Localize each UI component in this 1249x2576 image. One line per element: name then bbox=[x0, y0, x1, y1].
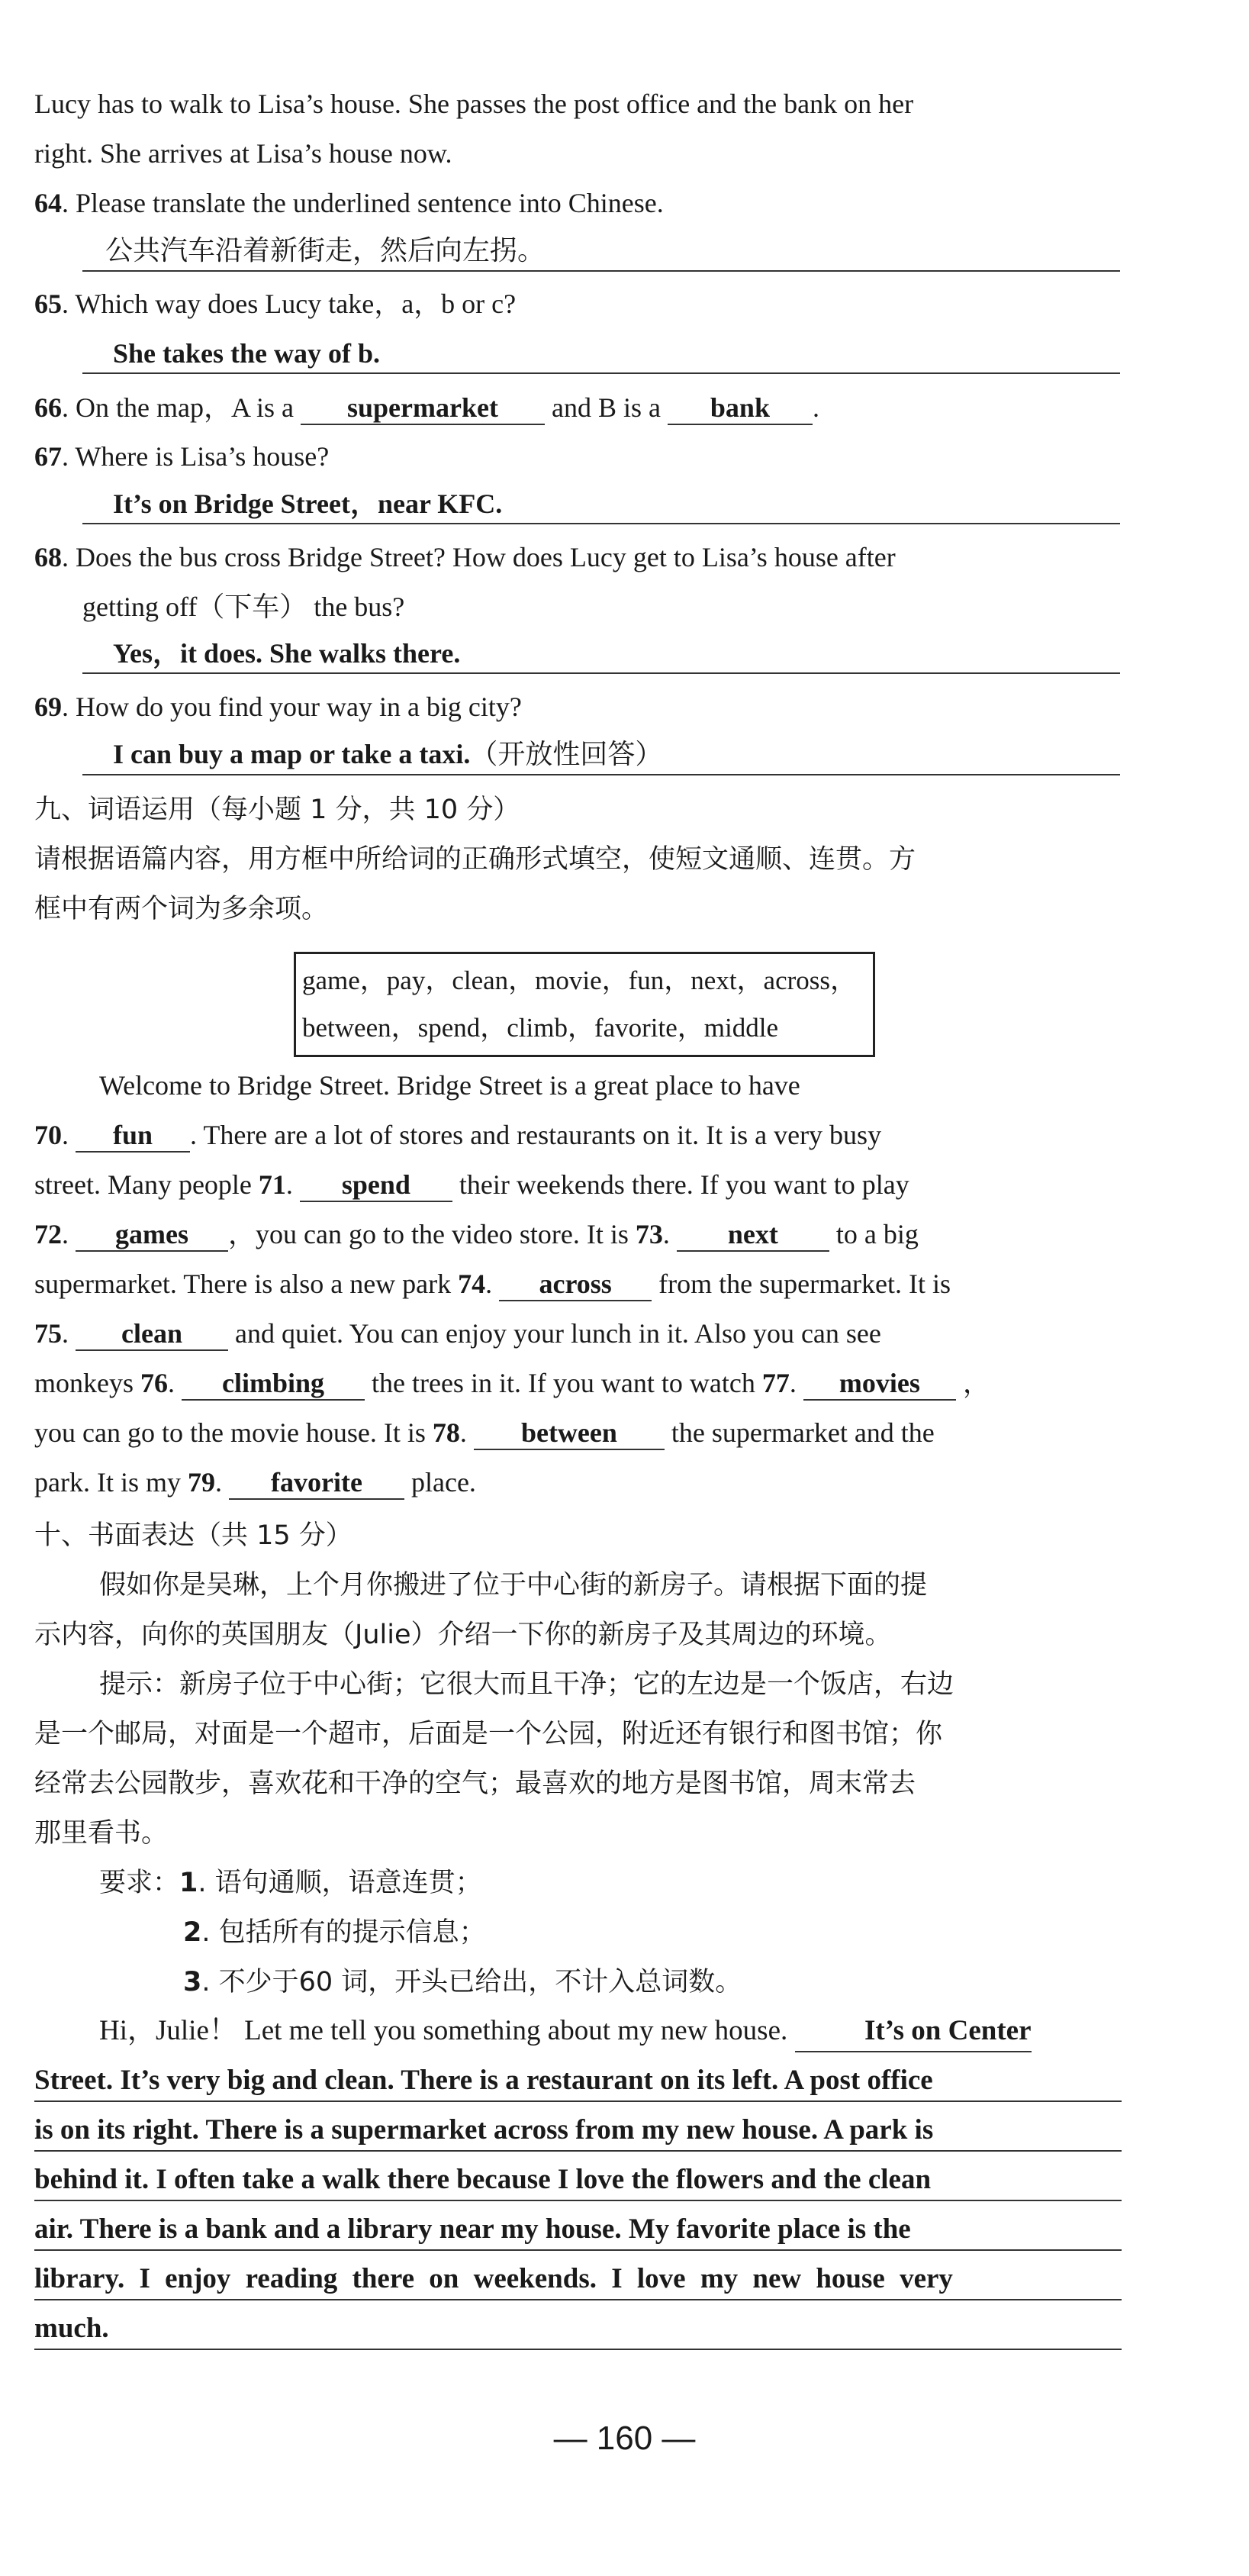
passage-text: monkeys bbox=[34, 1368, 140, 1398]
question-number: 67 bbox=[34, 441, 62, 472]
requirement-number: 1 bbox=[179, 1868, 198, 1898]
essay-line-6: library. I enjoy reading there on weekends. I love my new house very bbox=[34, 2259, 1122, 2300]
question-69 bbox=[34, 688, 1118, 725]
passage-text: from the supermarket. It is bbox=[652, 1269, 951, 1299]
passage-text: ， bbox=[955, 1368, 990, 1398]
question-64 bbox=[34, 185, 1118, 221]
question-text-c: . bbox=[812, 392, 819, 423]
blank-75: clean bbox=[76, 1317, 228, 1351]
essay-answer-start: It’s on Center bbox=[795, 2011, 1032, 2052]
requirement-number: 2 bbox=[183, 1917, 202, 1948]
word-box-line-2: between，spend，climb，favorite，middle bbox=[302, 1013, 779, 1043]
blank-71: spend bbox=[300, 1169, 452, 1202]
hint-line-4: 那里看书。 bbox=[34, 1818, 169, 1849]
requirement-text: . 语句通顺，语意连贯； bbox=[198, 1868, 482, 1898]
prompt-line-2: 示内容，向你的英国朋友（Julie）介绍一下你的新房子及其周边的环境。 bbox=[34, 1620, 892, 1650]
question-67 bbox=[34, 438, 1118, 475]
blank-number: 70 bbox=[34, 1120, 62, 1150]
question-68 bbox=[34, 539, 1118, 575]
passage-line-3: street. Many people 71. spend their weekends there. If you want to play bbox=[34, 1166, 1118, 1203]
passage-text: to a big bbox=[829, 1219, 919, 1249]
question-text-a: . On the map，A is a bbox=[62, 392, 301, 423]
passage-line-7: monkeys 76. climbing the trees in it. If you want to watch 77. movies ， bbox=[34, 1365, 1118, 1401]
passage-text: park. It is my bbox=[34, 1467, 188, 1498]
question-text: . Where is Lisa’s house? bbox=[62, 441, 330, 472]
passage-line-2: 70. fun . There are a lot of stores and restaurants on it. It is a very busy bbox=[34, 1117, 1118, 1153]
answer-68 bbox=[82, 634, 1120, 674]
blank-79: favorite bbox=[229, 1466, 404, 1500]
answer-text: She takes the way of b. bbox=[113, 338, 381, 369]
blank-78: between bbox=[474, 1417, 665, 1450]
requirement-number: 3 bbox=[183, 1967, 202, 1997]
passage-text: . There are a lot of stores and restaurants on it. It is a very busy bbox=[190, 1120, 882, 1150]
answer-64 bbox=[82, 231, 1120, 272]
prompt-line-1: 假如你是吴琳，上个月你搬进了位于中心街的新房子。请根据下面的提 bbox=[99, 1570, 928, 1601]
blank-76: climbing bbox=[182, 1367, 365, 1401]
blank-number: 78 bbox=[432, 1417, 460, 1448]
essay-line-1 bbox=[34, 2011, 1122, 2052]
page-number: — 160 — bbox=[553, 2420, 696, 2457]
passage-text: supermarket. There is also a new park bbox=[34, 1269, 459, 1299]
blank-number: 76 bbox=[140, 1368, 168, 1398]
requirement-text: . 不少于60 词，开头已给出，不计入总词数。 bbox=[201, 1967, 742, 1997]
passage-line-9: park. It is my 79. favorite place. bbox=[34, 1464, 1118, 1501]
question-text-b: and B is a bbox=[544, 392, 668, 423]
passage-text: place. bbox=[404, 1467, 476, 1498]
passage-text: the supermarket and the bbox=[664, 1417, 935, 1448]
passage-text: street. Many people bbox=[34, 1169, 259, 1200]
question-number: 65 bbox=[34, 289, 62, 319]
blank-number: 71 bbox=[258, 1169, 286, 1200]
intro-line-1: Lucy has to walk to Lisa’s house. She passes the post office and the bank on her bbox=[34, 89, 914, 119]
passage-text: the trees in it. If you want to watch bbox=[365, 1368, 762, 1398]
passage-text: their weekends there. If you want to play bbox=[452, 1169, 909, 1200]
blank-77: movies bbox=[803, 1367, 956, 1401]
essay-line-4: behind it. I often take a walk there because I love the flowers and the clean bbox=[34, 2160, 1122, 2201]
essay-start: Hi，Julie！ Let me tell you something about my new house. bbox=[99, 2015, 795, 2046]
blank-72: games bbox=[76, 1218, 228, 1252]
answer-text: I can buy a map or take a taxi. bbox=[113, 739, 471, 769]
requirement-2 bbox=[183, 1914, 1249, 1951]
blank-70: fun bbox=[76, 1119, 190, 1153]
passage-line-4: 72. games ，you can go to the video store. It is 73. next to a big bbox=[34, 1216, 1118, 1253]
passage-line-5: supermarket. There is also a new park 74. across from the supermarket. It is bbox=[34, 1265, 1118, 1302]
essay-line-5: air. There is a bank and a library near my house. My favorite place is the bbox=[34, 2210, 1122, 2251]
blank-bank: bank bbox=[668, 392, 813, 425]
blank-supermarket: supermarket bbox=[301, 392, 545, 425]
section-10-title: 十、书面表达（共 15 分） bbox=[34, 1520, 352, 1551]
answer-69 bbox=[82, 735, 1120, 775]
answer-note: （开放性回答） bbox=[470, 739, 663, 770]
passage-line-1: Welcome to Bridge Street. Bridge Street is a great place to have bbox=[99, 1070, 800, 1101]
intro-line-2: right. She arrives at Lisa’s house now. bbox=[34, 138, 452, 169]
word-box-line-1: game，pay，clean，movie，fun，next，across， bbox=[302, 966, 858, 995]
blank-number: 75 bbox=[34, 1318, 62, 1349]
question-text: . Which way does Lucy take，a，b or c? bbox=[62, 289, 517, 319]
question-68-cont: getting off（下车） the bus? bbox=[82, 592, 405, 622]
hint-line-1: 提示：新房子位于中心街；它很大而且干净；它的左边是一个饭店，右边 bbox=[99, 1669, 954, 1700]
essay-line-3: is on its right. There is a supermarket across from my new house. A park is bbox=[34, 2110, 1122, 2152]
blank-number: 79 bbox=[187, 1467, 215, 1498]
question-text: . How do you find your way in a big city? bbox=[62, 692, 522, 722]
answer-65 bbox=[82, 334, 1120, 374]
passage-line-8: you can go to the movie house. It is 78. between the supermarket and the bbox=[34, 1414, 1118, 1451]
question-66 bbox=[34, 389, 1118, 426]
question-text: . Does the bus cross Bridge Street? How does Lucy get to Lisa’s house after bbox=[62, 542, 896, 572]
essay-line-2: Street. It’s very big and clean. There is a restaurant on its left. A post office bbox=[34, 2061, 1122, 2102]
question-number: 69 bbox=[34, 692, 62, 722]
hint-line-3: 经常去公园散步，喜欢花和干净的空气；最喜欢的地方是图书馆，周末常去 bbox=[34, 1768, 916, 1799]
question-number: 64 bbox=[34, 188, 62, 218]
passage-text: ，you can go to the video store. It is bbox=[228, 1219, 636, 1249]
essay-line-7: much. bbox=[34, 2309, 1122, 2350]
answer-67 bbox=[82, 485, 1120, 524]
blank-74: across bbox=[499, 1268, 652, 1301]
section-9-instruction-2: 框中有两个词为多余项。 bbox=[34, 894, 329, 924]
question-number: 66 bbox=[34, 392, 62, 423]
answer-text: 公共汽车沿着新街走，然后向左拐。 bbox=[105, 235, 546, 266]
blank-number: 73 bbox=[635, 1219, 663, 1249]
section-9-instruction-1: 请根据语篇内容，用方框中所给词的正确形式填空，使短文通顺、连贯。方 bbox=[34, 844, 916, 875]
word-box bbox=[294, 952, 875, 1057]
question-65 bbox=[34, 285, 1118, 322]
passage-line-6: 75. clean and quiet. You can enjoy your lunch in it. Also you can see bbox=[34, 1315, 1118, 1352]
answer-text: Yes，it does. She walks there. bbox=[113, 638, 461, 669]
requirement-label: 要求： bbox=[99, 1868, 180, 1898]
blank-number: 72 bbox=[34, 1219, 62, 1249]
requirement-1 bbox=[99, 1865, 1183, 1901]
requirement-text: . 包括所有的提示信息； bbox=[201, 1917, 486, 1948]
section-9-title: 九、词语运用（每小题 1 分，共 10 分） bbox=[34, 795, 520, 825]
blank-number: 74 bbox=[458, 1269, 486, 1299]
requirement-3 bbox=[183, 1964, 1249, 2001]
hint-line-2: 是一个邮局，对面是一个超市，后面是一个公园，附近还有银行和图书馆；你 bbox=[34, 1719, 943, 1749]
question-number: 68 bbox=[34, 542, 62, 572]
question-text: . Please translate the underlined sentence into Chinese. bbox=[62, 188, 664, 218]
answer-text: It’s on Bridge Street，near KFC. bbox=[113, 488, 503, 519]
blank-73: next bbox=[677, 1218, 829, 1252]
passage-text: you can go to the movie house. It is bbox=[34, 1417, 433, 1448]
blank-number: 77 bbox=[761, 1368, 790, 1398]
passage-text: and quiet. You can enjoy your lunch in it. Also you can see bbox=[228, 1318, 881, 1349]
